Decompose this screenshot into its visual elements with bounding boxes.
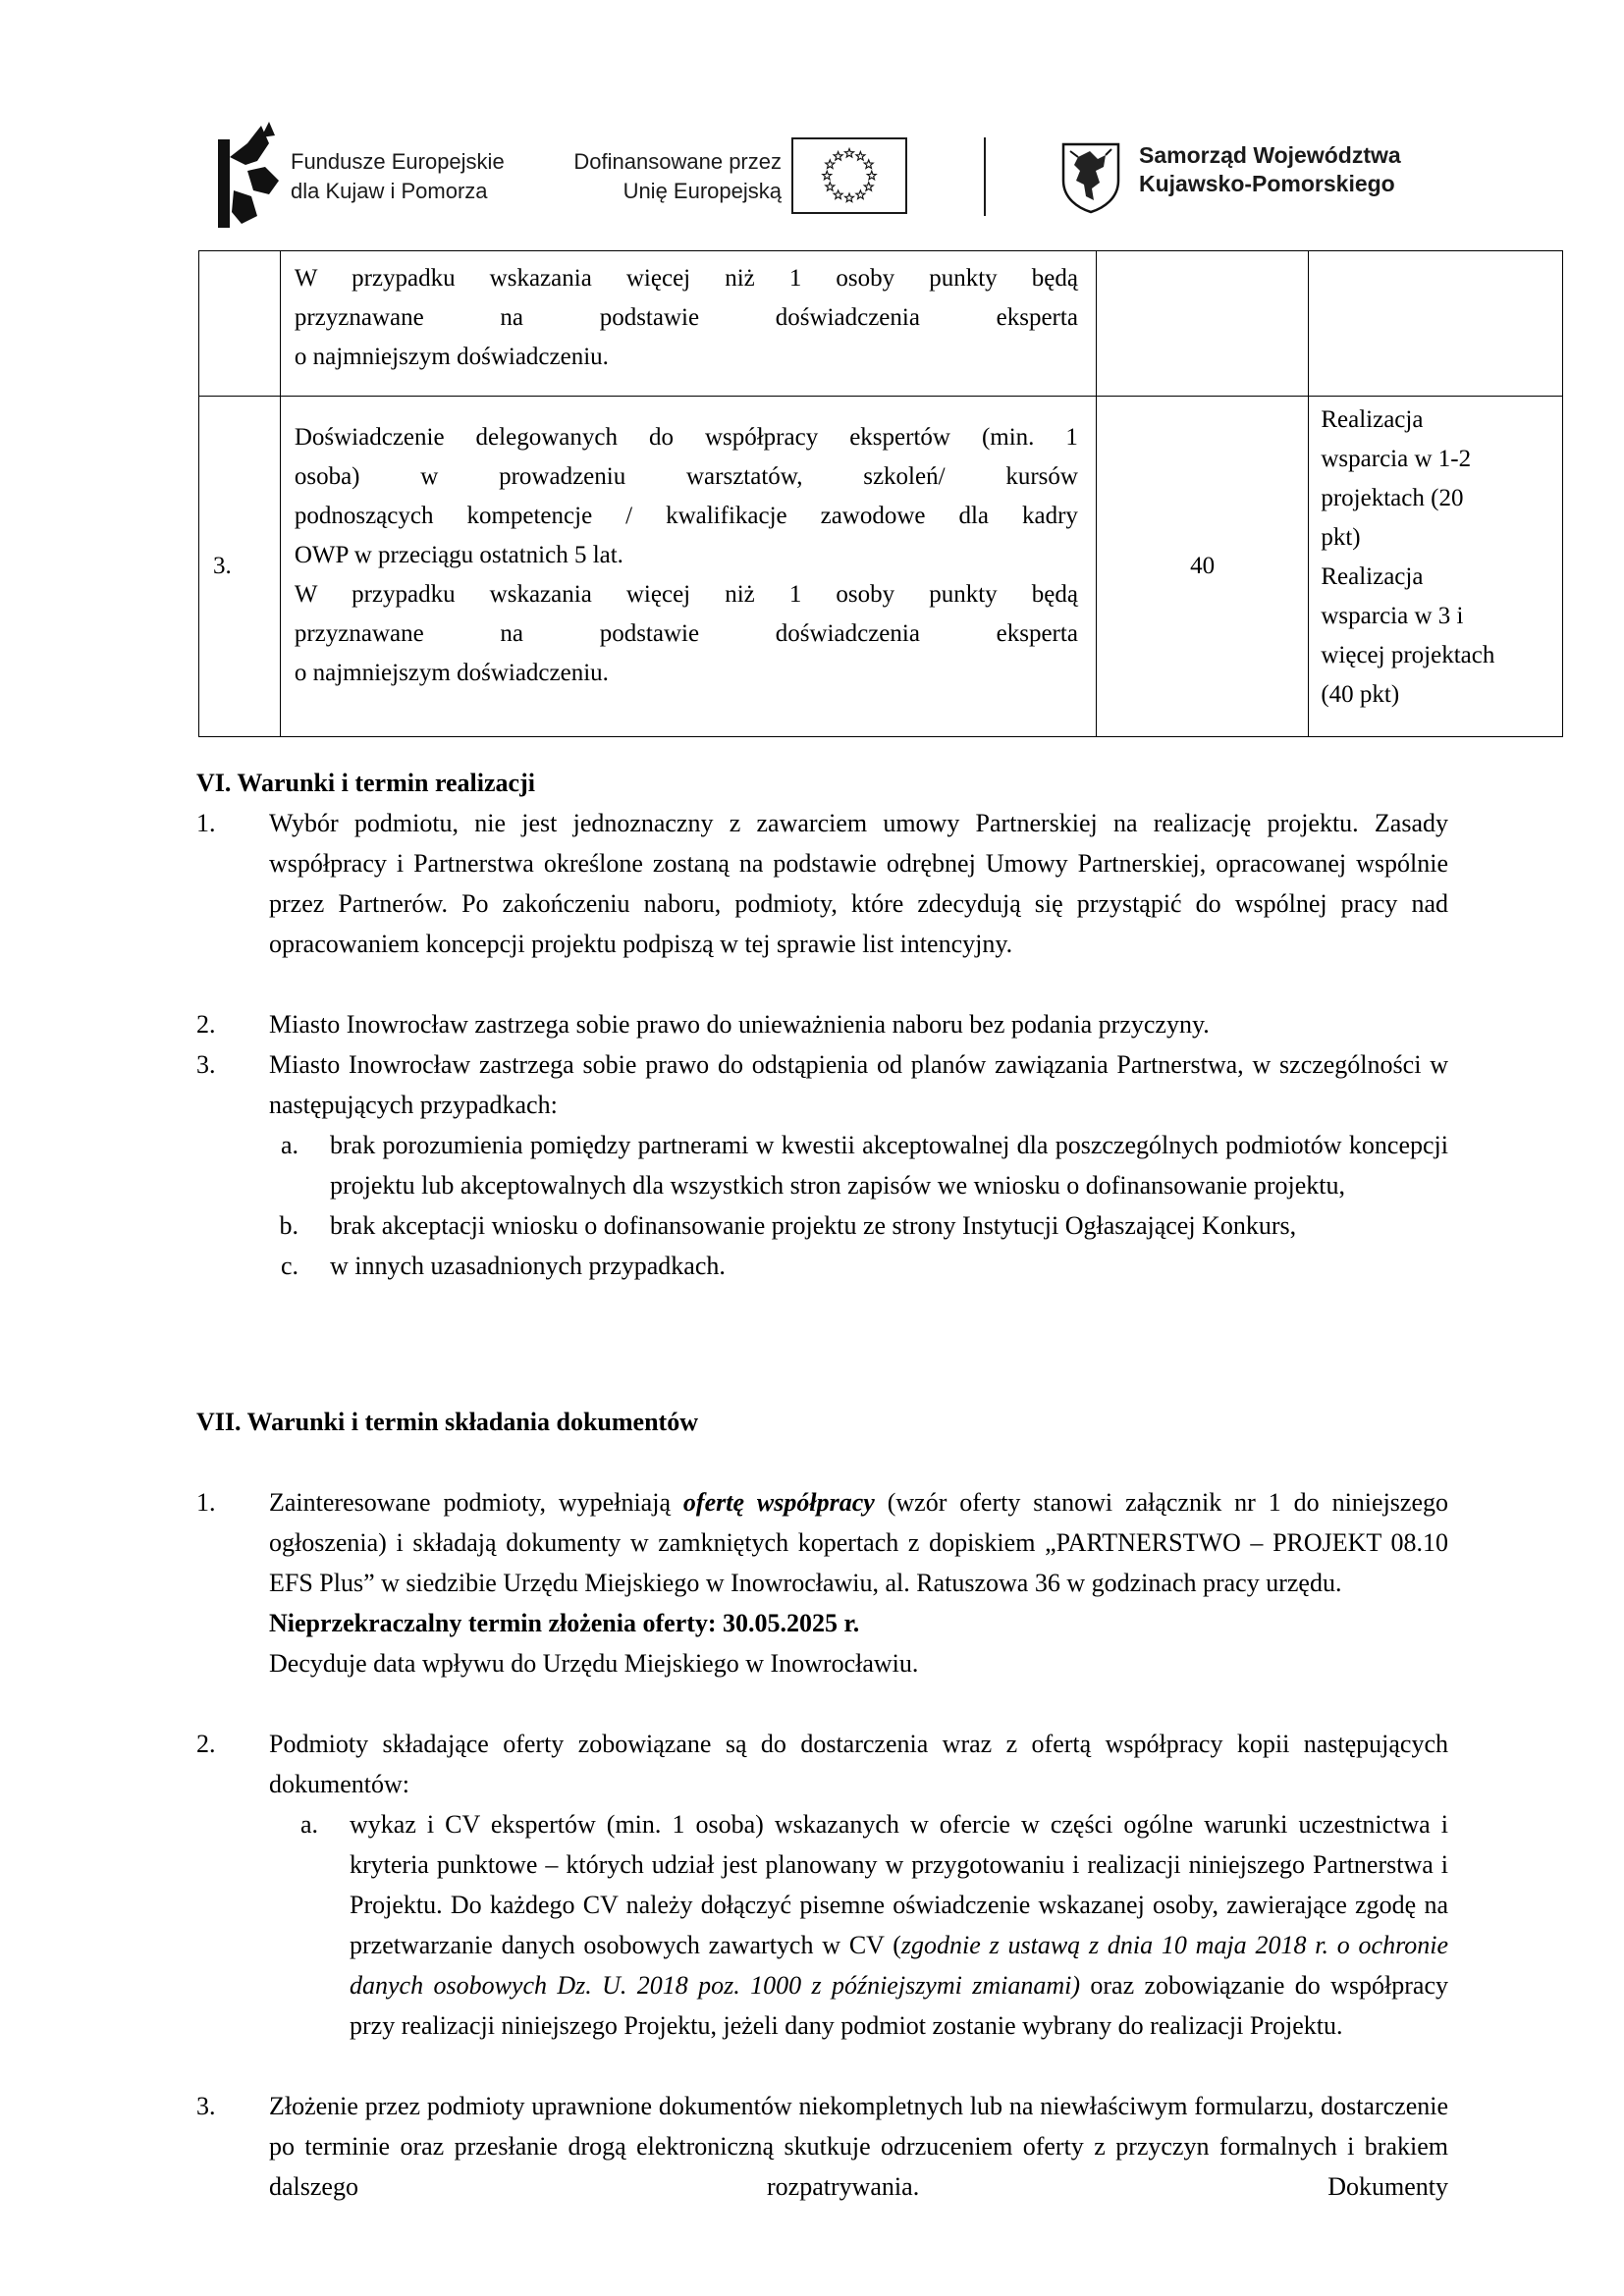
list-item — [196, 1724, 1448, 2046]
offer-emphasis: ofertę współpracy — [682, 1488, 875, 1517]
sub-text — [350, 1804, 1448, 2046]
eu-star-icon — [867, 171, 876, 180]
text-line: wsparcia w 3 i — [1321, 603, 1464, 629]
eu-star-icon — [844, 148, 853, 157]
dof-line1: Dofinansowane przez — [573, 149, 782, 174]
item-text: Miasto Inowrocław zastrzega sobie prawo do odstąpienia od planów zawiązania Partnerstwa, w szczególności w następujących przypadkach: — [269, 1050, 1448, 1119]
text-line: W przypadku wskazania więcej niż 1 osoby punkty będą — [294, 265, 1078, 292]
text-line: projektach (20 — [1321, 485, 1464, 511]
text-line: (40 pkt) — [1321, 681, 1400, 708]
page-header — [0, 0, 1624, 236]
sam-line2: Kujawsko-Pomorskiego — [1139, 171, 1395, 196]
sub-list-item — [269, 1246, 1448, 1286]
text-line: Realizacja — [1321, 563, 1424, 590]
row-number: 3. — [213, 553, 232, 579]
text-part: (wzór oferty stanowi załącznik nr 1 do niniejszego ogłoszenia) i składają dokumenty w zamkniętych kopertach z dopiskiem „PARTNERSTWO – PROJEKT 08.10 EFS Plus” w siedzibie Urzędu Miejskiego w Inowrocławiu, al. Ratuszowa 36 w godzinach pracy urzędu. — [269, 1488, 1448, 1597]
points-value: 40 — [1190, 553, 1216, 579]
sam-line1: Samorząd Województwa — [1139, 142, 1401, 168]
sub-list-item — [269, 1125, 1448, 1205]
dof-line2: Unię Europejską — [623, 179, 782, 203]
list-item — [196, 1004, 1448, 1044]
item-text: Złożenie przez podmioty uprawnione dokumentów niekompletnych lub na niewłaściwym formularzu, dostarczenie po terminie oraz przesłanie drogą elektroniczną skutkuje odrzuceniem oferty z przyczyn formalnych i brakiem dalszego rozpatrywania. Dokumenty — [269, 2092, 1448, 2201]
legal-reference: zgodnie z ustawą z dnia 10 maja 2018 r. o ochronie danych osobowych Dz. U. 2018 poz. 1000 z późniejszymi zmianami) — [350, 1931, 1449, 2000]
item-number: 3. — [196, 1050, 216, 1079]
decides-text: Decyduje data wpływu do Urzędu Miejskiego w Inowrocławiu. — [269, 1649, 919, 1678]
text-line: Realizacja — [1321, 406, 1424, 433]
text-part: wykaz i CV ekspertów (min. 1 osoba) wskazanych w ofercie w części ogólne warunki uczestnictwa i kryteria punktowe – których udział jest planowany w przygotowaniu i realizacji niniejszego Partnerstwa i Projektu. Do każdego CV należy dołączyć pisemne oświadczenie wskazanej osoby, zawierające zgodę na przetwarzanie danych osobowych zawartych w CV ( — [350, 1810, 1448, 1959]
eu-star-icon — [826, 183, 835, 191]
list-item — [196, 2086, 1448, 2207]
item-text: Podmioty składające oferty zobowiązane są do dostarczenia wraz z ofertą współpracy kopii następujących dokumentów: — [269, 1730, 1448, 1798]
text-part: oraz zobowiązanie do współpracy przy realizacji niniejszego Projektu, jeżeli dany podmiot zostanie wybrany do realizacji Projektu. — [350, 1971, 1448, 2040]
item-text: Miasto Inowrocław zastrzega sobie prawo do unieważnienia naboru bez podania przyczyny. — [269, 1010, 1210, 1039]
eu-star-icon — [856, 152, 865, 161]
fundusze-europejskie-logo-icon — [218, 122, 279, 228]
text-line: osoba) w prowadzeniu warsztatów, szkoleń/ kursów — [294, 463, 1078, 490]
section-7-title: VII. Warunki i termin składania dokumentów — [196, 1408, 698, 1436]
sub-list-item — [269, 1205, 1448, 1246]
deadline-text: Nieprzekraczalny termin złożenia oferty: 30.05.2025 r. — [269, 1609, 860, 1637]
samorzad-label — [1139, 141, 1401, 198]
list-item — [196, 803, 1448, 964]
coat-of-arms-icon — [1060, 141, 1121, 214]
eu-star-icon — [844, 193, 853, 202]
eu-star-icon — [864, 160, 873, 169]
list-item — [196, 1482, 1448, 1683]
text-line: W przypadku wskazania więcej niż 1 osoby punkty będą — [294, 581, 1078, 608]
text-line: Doświadczenie delegowanych do współpracy ekspertów (min. 1 — [294, 424, 1078, 451]
sub-letter: a. — [280, 1131, 298, 1159]
sub-text: w innych uzasadnionych przypadkach. — [330, 1252, 726, 1280]
list-item — [196, 1044, 1448, 1286]
sub-text: brak porozumienia pomiędzy partnerami w kwestii akceptowalnej dla poszczególnych podmiotów koncepcji projektu lub akceptowalnych dla wszystkich stron zapisów we wniosku o dofinansowanie projektu, — [330, 1131, 1448, 1200]
section-6-title: VI. Warunki i termin realizacji — [196, 769, 535, 797]
text-line: przyznawane na podstawie doświadczenia eksperta — [294, 304, 1078, 331]
cell-points — [1096, 251, 1308, 397]
sub-letter: c. — [280, 1252, 298, 1280]
item-number: 2. — [196, 1010, 216, 1039]
cell-method — [1309, 251, 1563, 397]
cell-number — [199, 251, 281, 397]
dofinansowane-label — [550, 147, 782, 206]
eu-star-icon — [826, 160, 835, 169]
item-number: 2. — [196, 1730, 216, 1758]
item-number: 1. — [196, 809, 216, 837]
sub-letter: a. — [299, 1810, 318, 1839]
fundusze-europejskie-label — [291, 147, 505, 206]
sub-list-item — [289, 1804, 1448, 2046]
eu-star-icon — [834, 152, 842, 161]
fe-line1: Fundusze Europejskie — [291, 149, 505, 174]
text-line: podnoszących kompetencje / kwalifikacje zawodowe dla kadry — [294, 503, 1078, 529]
text-line: pkt) — [1321, 524, 1361, 551]
eu-flag-icon — [791, 137, 907, 214]
sub-letter: b. — [279, 1211, 298, 1240]
table-row — [199, 397, 1563, 737]
criteria-table — [198, 250, 1563, 737]
cell-number — [199, 397, 281, 737]
text-line: OWP w przeciągu ostatnich 5 lat. — [294, 542, 623, 568]
cell-points — [1096, 397, 1308, 737]
table-row — [199, 251, 1563, 397]
eu-star-icon — [856, 190, 865, 199]
text-line: wsparcia w 1-2 — [1321, 446, 1472, 472]
eu-star-icon — [834, 190, 842, 199]
header-divider — [984, 137, 986, 216]
text-line: przyznawane na podstawie doświadczenia eksperta — [294, 620, 1078, 647]
text-line: o najmniejszym doświadczeniu. — [294, 344, 609, 370]
text-line: o najmniejszym doświadczeniu. — [294, 660, 609, 686]
cell-description — [280, 251, 1096, 397]
text-line: więcej projektach — [1321, 642, 1495, 668]
cell-description — [280, 397, 1096, 737]
item-text — [269, 1482, 1448, 1603]
item-text: Wybór podmiotu, nie jest jednoznaczny z zawarciem umowy Partnerskiej na realizację projektu. Zasady współpracy i Partnerstwa określone zostaną na podstawie odrębnej Umowy Partnerskiej, opracowanej wspólnie przez Partnerów. Po zakończeniu naboru, podmioty, które zdecydują się przystąpić do wspólnej pracy nad opracowaniem koncepcji projektu podpiszą w tej sprawie list intencyjny. — [269, 809, 1448, 958]
sub-text: brak akceptacji wniosku o dofinansowanie projektu ze strony Instytucji Ogłaszającej Konkurs, — [330, 1211, 1297, 1240]
item-number: 1. — [196, 1488, 216, 1517]
cell-method — [1309, 397, 1563, 737]
item-number: 3. — [196, 2092, 216, 2120]
eu-star-icon — [823, 171, 832, 180]
text-part: Zainteresowane podmioty, wypełniają — [269, 1488, 683, 1517]
eu-star-icon — [864, 183, 873, 191]
fe-line2: dla Kujaw i Pomorza — [291, 179, 488, 203]
